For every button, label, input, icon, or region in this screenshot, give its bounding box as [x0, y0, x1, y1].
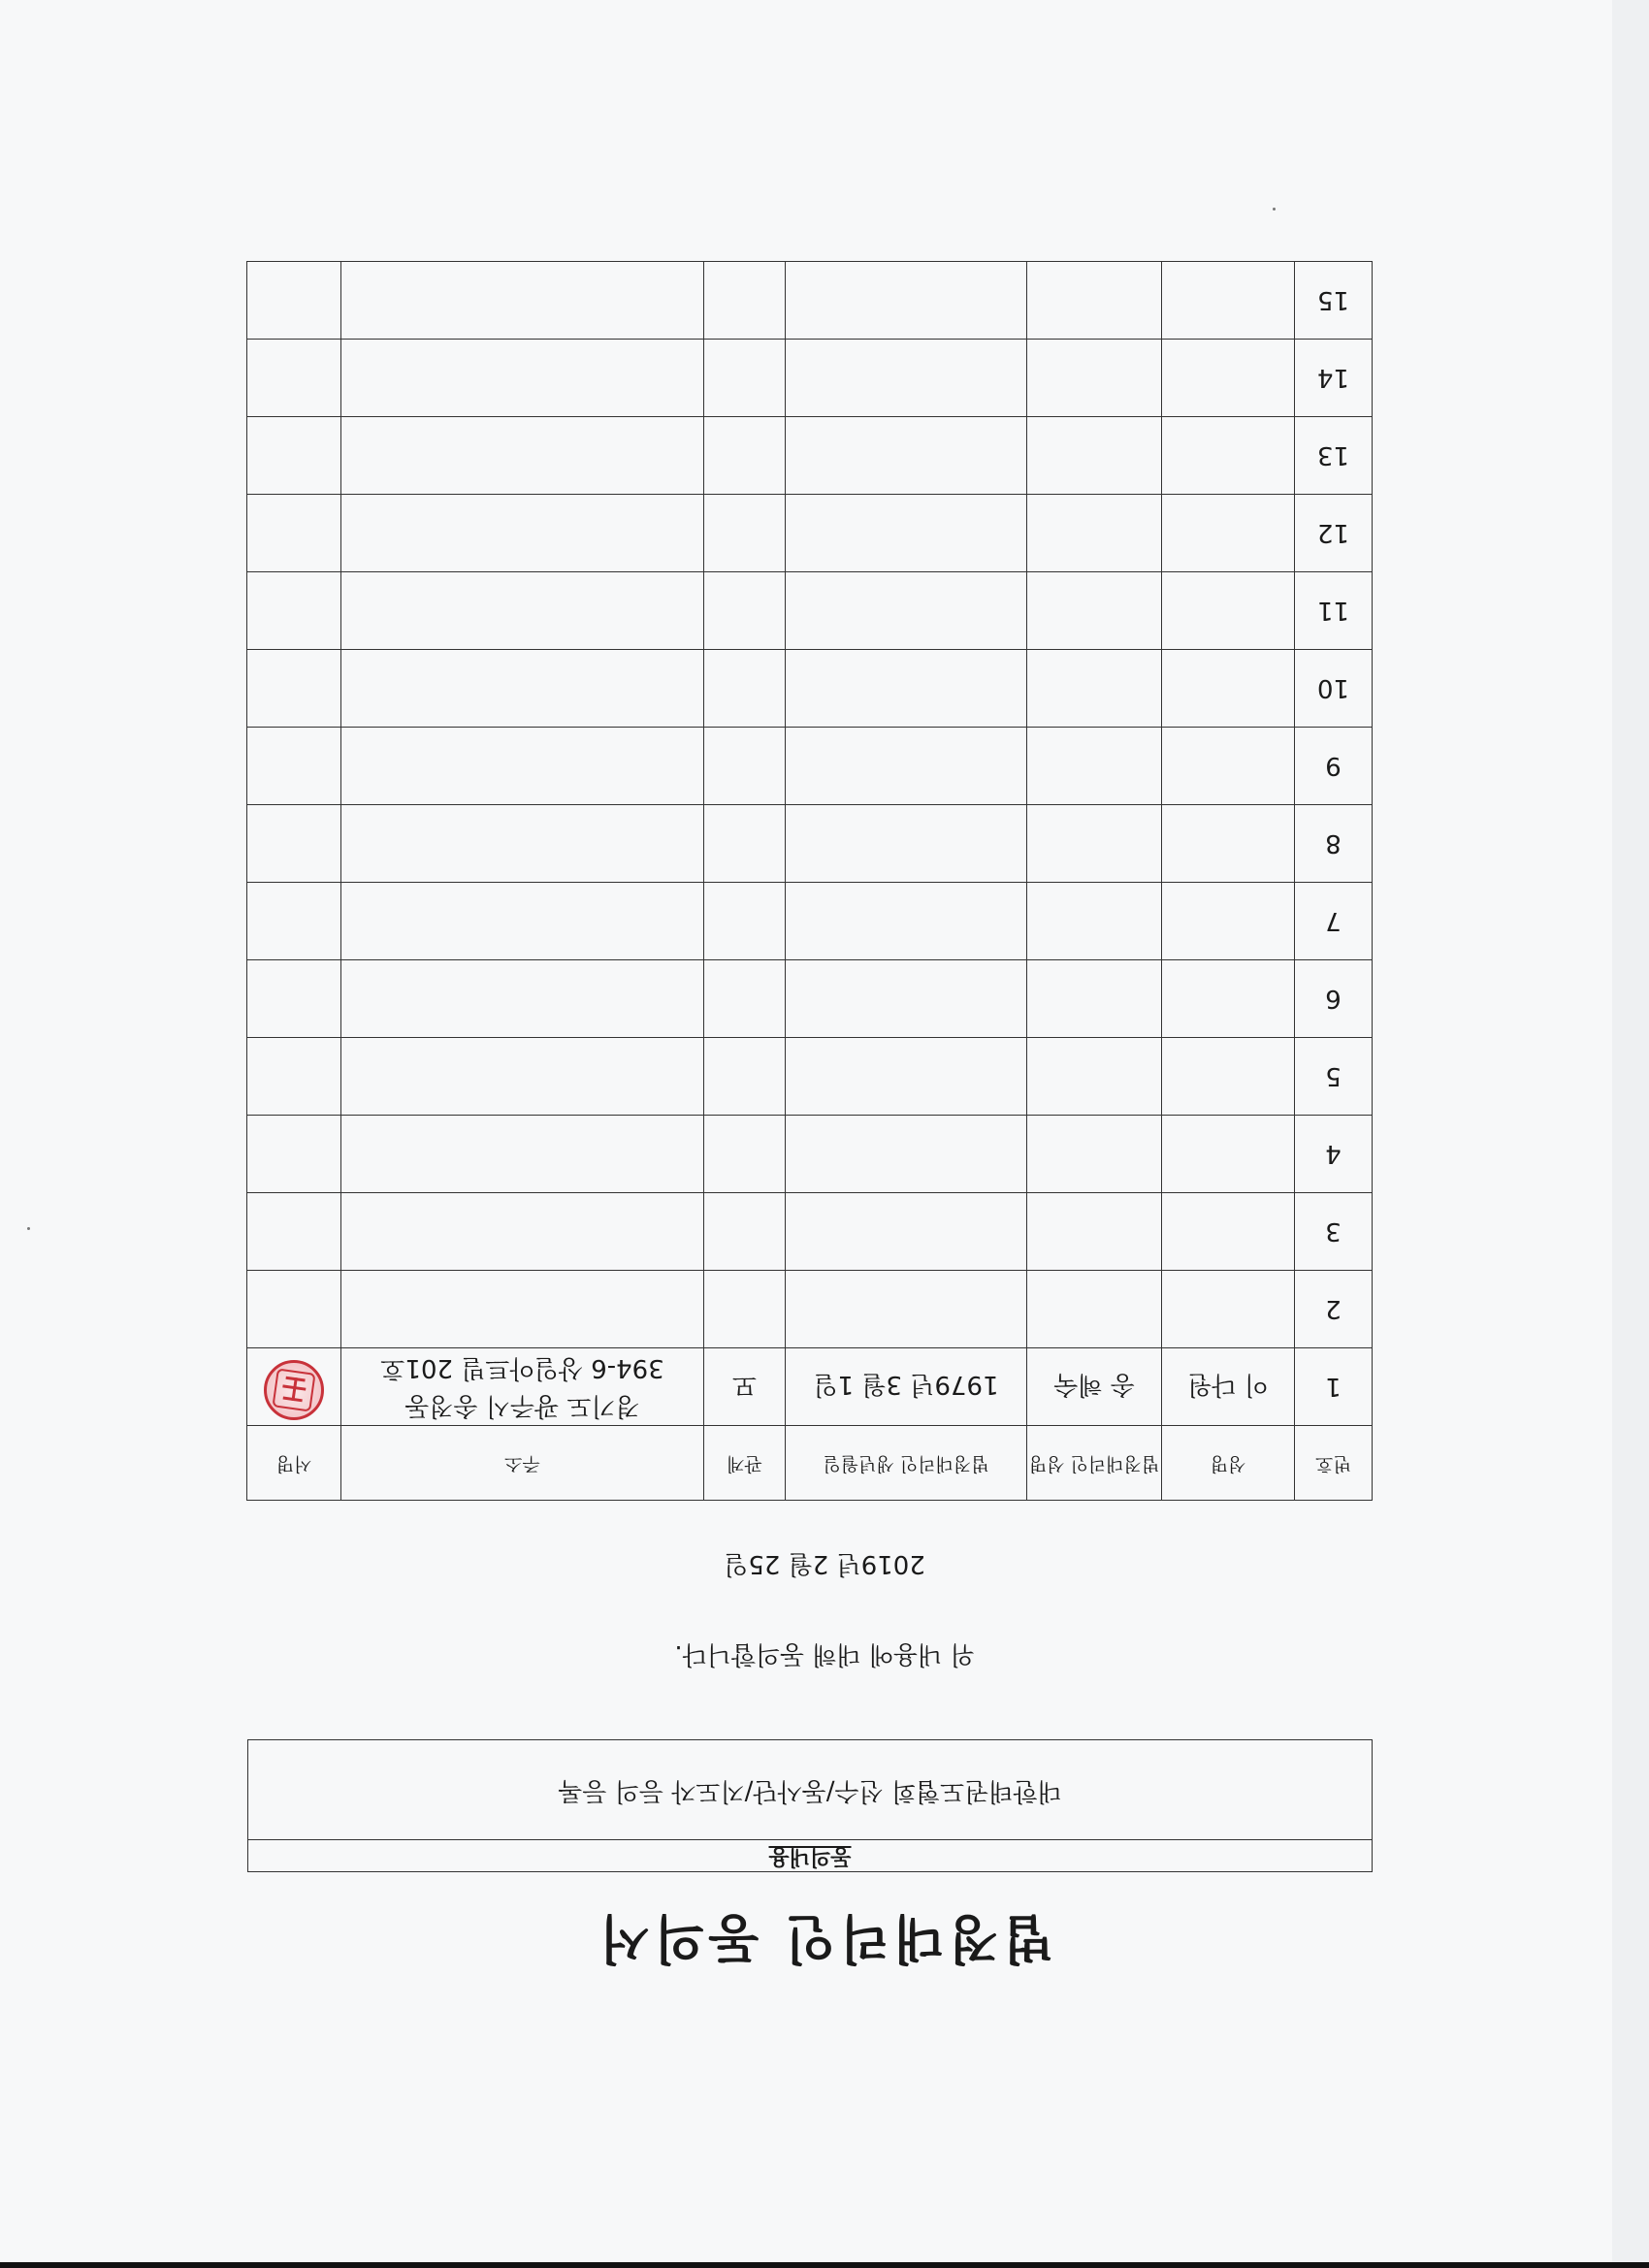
consent-header	[248, 1839, 1372, 1871]
table-row	[247, 572, 1373, 650]
cell-no: 3	[1295, 1193, 1373, 1271]
header-address: 주소	[341, 1426, 704, 1501]
cell-name: 이 다원	[1162, 1348, 1295, 1426]
agreement-statement: 위 내용에 대해 동의합니다.	[674, 1639, 975, 1669]
table-row	[247, 340, 1373, 417]
page-title: 법정대리인 동의서	[595, 1908, 1054, 1969]
table-row	[247, 1038, 1373, 1116]
table-row	[247, 805, 1373, 883]
cell-no: 10	[1295, 650, 1373, 728]
address-line-2: 394-6 상일아트빌 201호	[380, 1353, 664, 1383]
consent-header-label: 동의내용	[768, 1844, 852, 1868]
cell-no: 15	[1295, 262, 1373, 340]
cell-guardian-name: 송 혜숙	[1027, 1348, 1162, 1426]
header-relation: 관계	[704, 1426, 786, 1501]
cell-no: 12	[1295, 495, 1373, 572]
cell-no: 7	[1295, 883, 1373, 960]
header-no: 번호	[1295, 1426, 1373, 1501]
header-guardian-name: 법정대리인 성명	[1027, 1426, 1162, 1501]
cell-no: 2	[1295, 1271, 1373, 1348]
guardian-table	[246, 261, 1373, 1501]
consent-section	[247, 1739, 1373, 1872]
table-row	[247, 262, 1373, 340]
cell-no: 5	[1295, 1038, 1373, 1116]
table-row	[247, 417, 1373, 495]
cell-signature	[247, 1348, 341, 1426]
cell-no: 1	[1295, 1348, 1373, 1426]
table-row	[247, 960, 1373, 1038]
cell-guardian-birth: 1979년 3월 1일	[786, 1348, 1027, 1426]
consent-text: 대한태권도협회 선수/동사단/지도자 등의 등록	[558, 1776, 1062, 1805]
cell-no: 11	[1295, 572, 1373, 650]
table-row	[247, 495, 1373, 572]
document-date: 2019년 2월 25일	[724, 1549, 925, 1578]
header-guardian-birth: 법정대리인 생년월일	[786, 1426, 1027, 1501]
cell-relation: 모	[704, 1348, 786, 1426]
cell-no: 4	[1295, 1116, 1373, 1193]
header-signature: 서명	[247, 1426, 341, 1501]
table-row	[247, 1271, 1373, 1348]
seal-stamp-icon	[264, 1360, 324, 1420]
cell-no: 6	[1295, 960, 1373, 1038]
table-row	[247, 1348, 1373, 1426]
table-row	[247, 650, 1373, 728]
cell-address	[341, 1348, 704, 1426]
cell-no: 13	[1295, 417, 1373, 495]
table-row	[247, 728, 1373, 805]
cell-no: 14	[1295, 340, 1373, 417]
table-row	[247, 1116, 1373, 1193]
header-name: 성명	[1162, 1426, 1295, 1501]
address-line-1: 경기도 광주시 송정동	[404, 1391, 640, 1421]
table-header-row	[247, 1426, 1373, 1501]
cell-no: 8	[1295, 805, 1373, 883]
table-row	[247, 1193, 1373, 1271]
table-row	[247, 883, 1373, 960]
cell-no: 9	[1295, 728, 1373, 805]
